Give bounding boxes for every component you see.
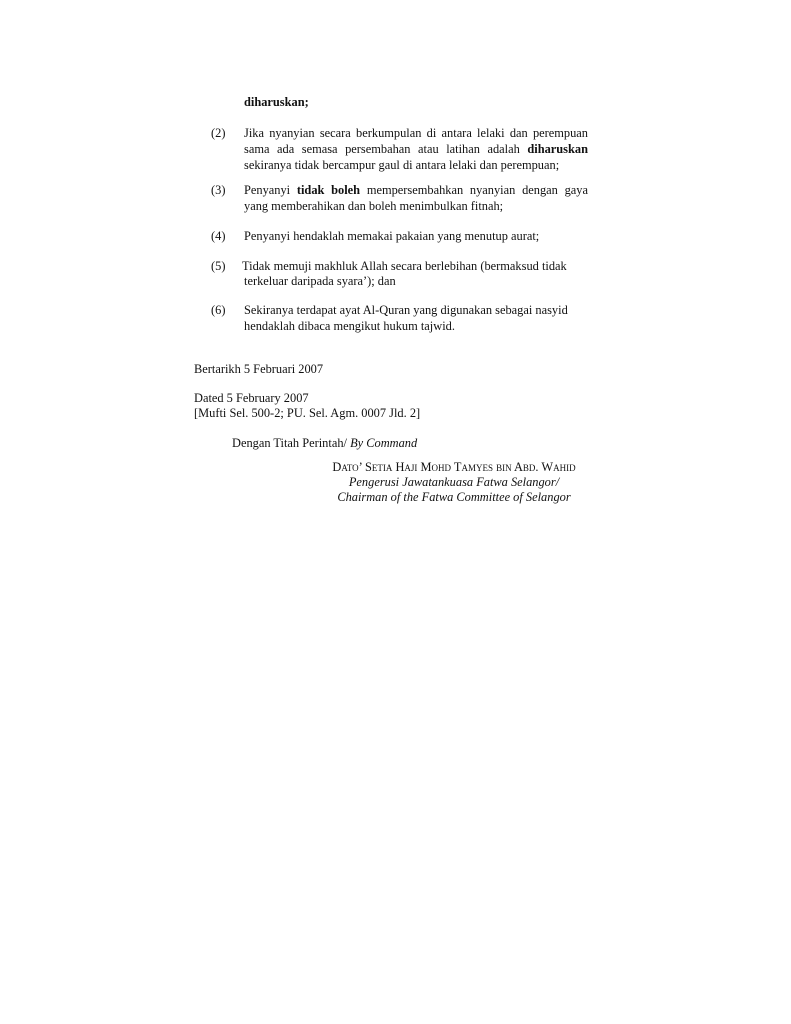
continuation-text: diharuskan; — [244, 95, 309, 109]
signatory-name: Dato’ Setia Haji Mohd Tamyes bin Abd. Wahid — [332, 460, 576, 474]
item-number-2: (2) — [211, 126, 226, 140]
item-3-text-end: mempersembahkan nyanyian dengan gaya yang memberahikan dan boleh menimbulkan fitnah; — [244, 183, 588, 213]
item-6-line-2: hendaklah dibaca mengikut hukum tajwid. — [244, 319, 455, 333]
date-malay: Bertarikh 5 Februari 2007 — [194, 362, 324, 376]
item-number-3: (3) — [211, 183, 226, 197]
command-line — [232, 435, 417, 451]
item-2-text-end: sekiranya tidak bercampur gaul di antara lelaki dan perempuan; — [244, 158, 560, 172]
item-number-4: (4) — [211, 229, 226, 243]
command-english: By Command — [350, 436, 418, 450]
item-4-text: Penyanyi hendaklah memakai pakaian yang menutup aurat; — [244, 229, 540, 243]
date-english: Dated 5 February 2007 — [194, 391, 309, 405]
signatory-title-malay: Pengerusi Jawatankuasa Fatwa Selangor/ — [348, 475, 560, 489]
item-number-6: (6) — [211, 303, 226, 317]
command-malay: Dengan Titah Perintah/ — [232, 436, 351, 450]
item-number-5: (5) — [211, 259, 226, 273]
item-5-line-2: terkeluar daripada syara’); dan — [244, 274, 396, 288]
reference-number: [Mufti Sel. 500-2; PU. Sel. Agm. 0007 Jld. 2] — [194, 406, 421, 420]
item-5-line-1: Tidak memuji makhluk Allah secara berlebihan (bermaksud tidak — [242, 259, 567, 273]
item-3-emphasis: tidak boleh — [296, 183, 361, 197]
item-2-text-start: Jika nyanyian secara berkumpulan di antara lelaki dan perempuan sama ada semasa persembahan atau latihan adalah — [244, 126, 588, 156]
item-3-text-start: Penyanyi — [244, 183, 297, 197]
item-3-text — [244, 182, 588, 214]
signatory-title-english: Chairman of the Fatwa Committee of Selangor — [337, 490, 571, 504]
item-6-line-1: Sekiranya terdapat ayat Al-Quran yang digunakan sebagai nasyid — [244, 303, 568, 317]
item-2-text — [244, 125, 588, 173]
item-2-emphasis: diharuskan — [527, 142, 588, 156]
